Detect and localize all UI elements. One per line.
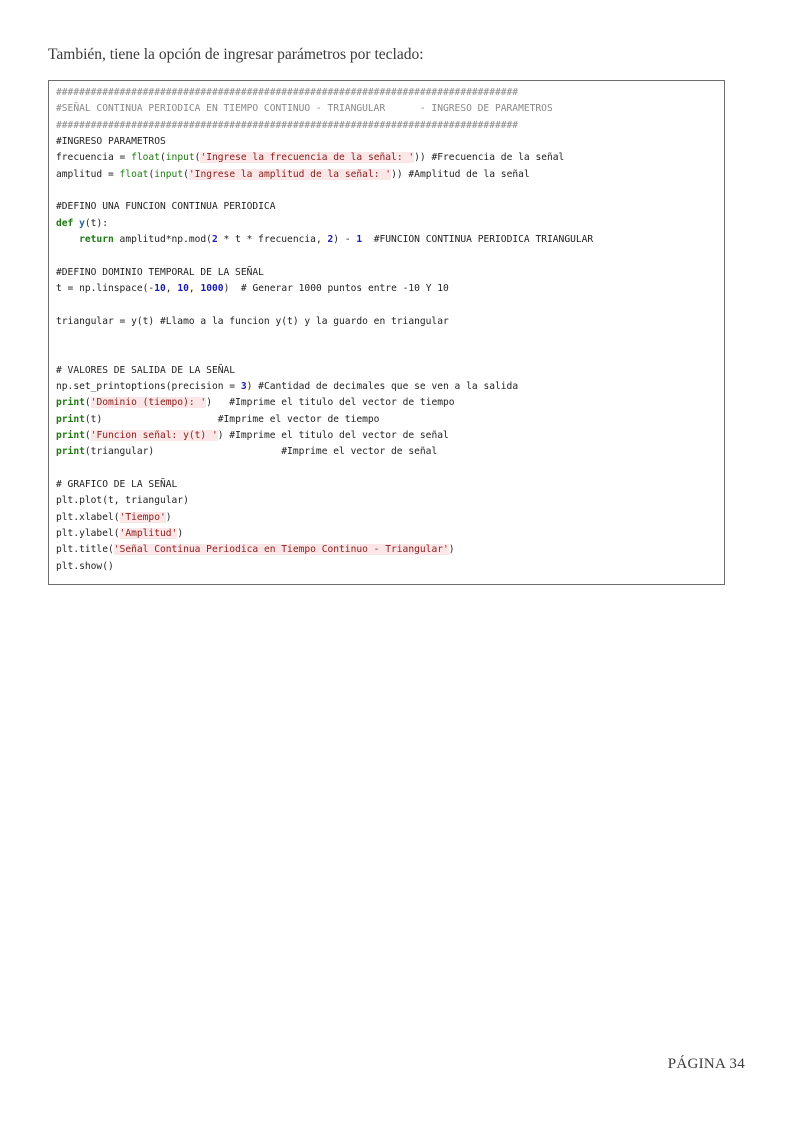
builtin-input: input [165,152,195,164]
code-text: np.set_printoptions(precision = [56,380,241,392]
header-comment: #SEÑAL CONTINUA PERIODICA EN TIEMPO CONTINUO - TRIANGULAR - INGRESO DE PARAMETROS [56,103,553,115]
number-literal: 1000 [200,282,224,294]
code-text: * t * frecuencia, [217,233,328,245]
code-text: frecuencia = [56,152,132,164]
string-literal: 'Funcion señal: y(t) ' [90,429,218,441]
code-line-5: frecuencia = float(input('Ingrese la frecuencia de la señal: ')) #Frecuencia de la señal [56,152,565,164]
intro-paragraph: También, tiene la opción de ingresar parámetros por teclado: [48,46,424,63]
code-line-20: print('Dominio (tiempo): ') #Imprime el titulo del vector de tiempo [56,397,455,409]
code-text: triangular = y(t) #Llamo a la funcion y(t) y la guardo en triangular [56,315,449,327]
code-line-26 [56,493,593,509]
hash-separator: ################################################################################ [56,87,519,98]
code-text: (t): [84,217,108,229]
number-literal: 2 [211,233,218,245]
number-literal: 1 [356,233,363,245]
code-line-7 [56,183,593,199]
builtin-input: input [154,168,184,180]
comment: #DEFINO UNA FUNCION CONTINUA PERIODICA [56,201,276,213]
code-line-13: t = np.linspace(-10, 10, 1000) # Generar 1000 puntos entre -10 Y 10 [56,282,449,294]
code-line-14 [56,297,593,313]
function-name: y [79,217,85,229]
comment: # VALORES DE SALIDA DE LA SEÑAL [56,364,236,376]
string-literal: 'Dominio (tiempo): ' [90,397,207,409]
code-text: t = np.linspace(- [56,282,155,294]
keyword-print: print [56,446,85,458]
code-text: plt.show() [56,560,114,572]
string-literal: 'Amplitud' [119,527,178,539]
comment: #DEFINO DOMINIO TEMPORAL DE LA SEÑAL [56,266,264,278]
code-line-6: amplitud = float(input('Ingrese la amplitud de la señal: ')) #Amplitud de la señal [56,168,530,180]
code-line-16 [56,330,593,346]
builtin-float: float [131,152,160,164]
code-text: (triangular) #Imprime el vector de señal [84,446,438,458]
code-line-18 [56,363,593,379]
code-text: amplitud*np.mod( [113,233,212,245]
keyword-def: def [56,217,74,229]
page-number: PÁGINA 34 [667,1056,745,1072]
code-line-30 [56,559,593,575]
code-line-22: print('Funcion señal: y(t) ') #Imprime el titulo del vector de señal [56,429,449,441]
code-line-3 [56,118,593,134]
code-text: ) # Generar 1000 puntos entre -10 Y 10 [223,282,449,294]
keyword-print: print [56,429,85,441]
comment: #Frecuencia de la señal [431,152,565,164]
code-block [48,80,725,585]
comment: #INGRESO PARAMETROS [56,135,166,147]
code-text: plt.plot(t, triangular) [56,495,189,507]
code-line-10 [56,232,593,248]
code-line-15 [56,314,593,330]
code-line-17 [56,346,593,362]
code-text: (t) #Imprime el vector de tiempo [84,413,380,425]
code-line-29: plt.title('Señal Continua Periodica en Tiempo Continuo - Triangular') [56,544,455,556]
number-literal: 3 [240,380,247,392]
code-line-4 [56,134,593,150]
number-literal: 10 [177,282,189,294]
code-line-8 [56,199,593,215]
code-line-11 [56,248,593,264]
builtin-float: float [119,168,149,180]
code-line-1 [56,85,593,101]
code-text: ) #Imprime el titulo del vector de señal [217,429,449,441]
code-lines [56,85,593,575]
number-literal: 10 [154,282,166,294]
keyword-print: print [56,413,85,425]
code-text: ) #Imprime el titulo del vector de tiempo [206,397,455,409]
code-line-21 [56,412,593,428]
code-text: ) - [333,233,357,245]
keyword-print: print [56,397,85,409]
code-line-24 [56,461,593,477]
string-literal: 'Ingrese la amplitud de la señal: ' [188,168,392,180]
number-literal: 2 [327,233,334,245]
comment: #FUNCION CONTINUA PERIODICA TRIANGULAR [362,233,594,245]
code-line-19 [56,379,593,395]
string-literal: 'Señal Continua Periodica en Tiempo Continuo - Triangular' [113,544,449,556]
code-line-28: plt.ylabel('Amplitud') [56,527,184,539]
hash-separator: ################################################################################ [56,119,519,131]
code-line-2 [56,101,593,117]
comment: #Amplitud de la señal [408,168,530,180]
code-text: amplitud = [56,168,120,180]
code-line-9 [56,216,593,232]
comment: # GRAFICO DE LA SEÑAL [56,478,178,490]
string-literal: 'Tiempo' [119,511,166,523]
code-line-25 [56,477,593,493]
code-text: ) #Cantidad de decimales que se ven a la salida [246,380,519,392]
code-line-27: plt.xlabel('Tiempo') [56,511,172,523]
code-line-12 [56,265,593,281]
string-literal: 'Ingrese la frecuencia de la señal: ' [200,152,415,164]
keyword-return: return [79,233,114,245]
code-line-23 [56,444,593,460]
